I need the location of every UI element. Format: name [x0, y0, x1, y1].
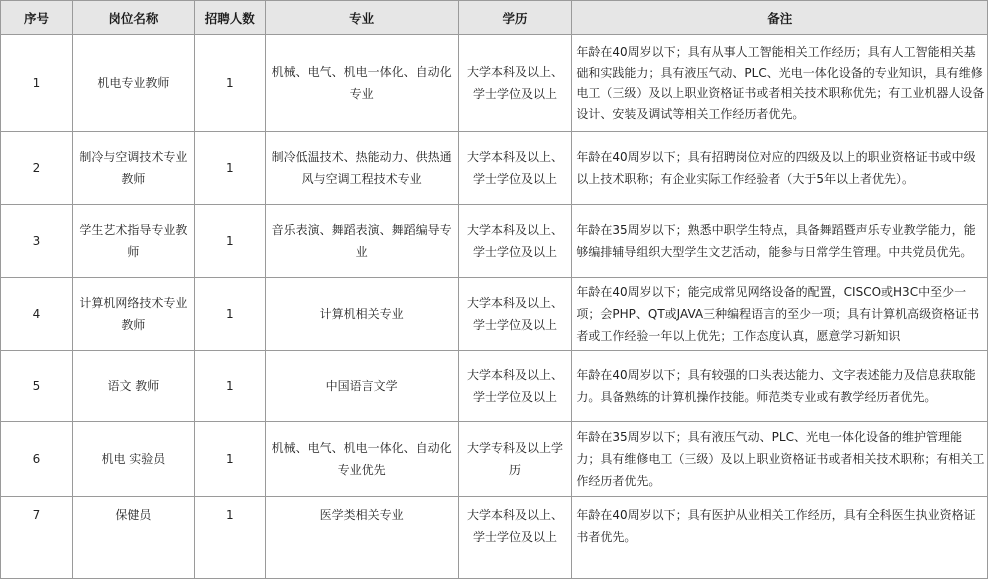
- cell-count: 1: [194, 351, 265, 422]
- header-count: 招聘人数: [194, 1, 265, 35]
- cell-position: 机电专业教师: [72, 35, 194, 132]
- header-position: 岗位名称: [72, 1, 194, 35]
- cell-count: 1: [194, 132, 265, 205]
- cell-note: 年龄在40周岁以下；能完成常见网络设备的配置，CISCO或H3C中至少一项；会PHP、QT或JAVA三种编程语言的至少一项；具有计算机高级资格证书者或工作经验一年以上优先；工作态度认真，愿意学习新知识: [572, 278, 988, 351]
- table-row: [1, 132, 988, 205]
- cell-seq: 2: [1, 132, 73, 205]
- cell-count: 1: [194, 497, 265, 579]
- header-seq: 序号: [1, 1, 73, 35]
- cell-position: 机电 实验员: [72, 422, 194, 497]
- cell-seq: 5: [1, 351, 73, 422]
- cell-education: 大学本科及以上、学士学位及以上: [458, 205, 572, 278]
- table-row: [1, 497, 988, 579]
- header-education: 学历: [458, 1, 572, 35]
- header-major: 专业: [265, 1, 458, 35]
- cell-note: 年龄在35周岁以下；具有液压气动、PLC、光电一体化设备的维护管理能力；具有维修电工（三级）及以上职业资格证书或者相关技术职称；有相关工作经历者优先。: [572, 422, 988, 497]
- cell-major: 计算机相关专业: [265, 278, 458, 351]
- cell-major: 医学类相关专业: [265, 497, 458, 579]
- cell-count: 1: [194, 35, 265, 132]
- cell-note: 年龄在35周岁以下；熟悉中职学生特点，具备舞蹈暨声乐专业教学能力，能够编排辅导组织大型学生文艺活动，能参与日常学生管理。中共党员优先。: [572, 205, 988, 278]
- cell-seq: 1: [1, 35, 73, 132]
- cell-major: 音乐表演、舞蹈表演、舞蹈编导专业: [265, 205, 458, 278]
- cell-count: 1: [194, 422, 265, 497]
- table-row: [1, 35, 988, 132]
- cell-position: 保健员: [72, 497, 194, 579]
- cell-education: 大学本科及以上、学士学位及以上: [458, 497, 572, 579]
- cell-note: 年龄在40周岁以下；具有较强的口头表达能力、文字表述能力及信息获取能力。具备熟练的计算机操作技能。师范类专业或有教学经历者优先。: [572, 351, 988, 422]
- cell-seq: 4: [1, 278, 73, 351]
- cell-education: 大学本科及以上、学士学位及以上: [458, 351, 572, 422]
- cell-major: 机械、电气、机电一体化、自动化专业优先: [265, 422, 458, 497]
- cell-education: 大学本科及以上、学士学位及以上: [458, 132, 572, 205]
- cell-note: 年龄在40周岁以下；具有医护从业相关工作经历，具有全科医生执业资格证书者优先。: [572, 497, 988, 579]
- cell-education: 大学本科及以上、学士学位及以上: [458, 278, 572, 351]
- cell-education: 大学专科及以上学历: [458, 422, 572, 497]
- cell-seq: 7: [1, 497, 73, 579]
- cell-major: 中国语言文学: [265, 351, 458, 422]
- cell-position: 学生艺术指导专业教师: [72, 205, 194, 278]
- cell-major: 机械、电气、机电一体化、自动化专业: [265, 35, 458, 132]
- table-row: [1, 351, 988, 422]
- cell-count: 1: [194, 205, 265, 278]
- cell-position: 语文 教师: [72, 351, 194, 422]
- cell-position: 制冷与空调技术专业教师: [72, 132, 194, 205]
- cell-note: 年龄在40周岁以下；具有从事人工智能相关工作经历；具有人工智能相关基础和实践能力；具有液压气动、PLC、光电一体化设备的专业知识，具有维修电工（三级）及以上职业资格证书或者相关技术职称优先；有工业机器人设备设计、安装及调试等相关工作经历者优先。: [572, 35, 988, 132]
- table-row: [1, 278, 988, 351]
- cell-note: 年龄在40周岁以下；具有招聘岗位对应的四级及以上的职业资格证书或中级以上技术职称；有企业实际工作经验者（大于5年以上者优先）。: [572, 132, 988, 205]
- cell-seq: 6: [1, 422, 73, 497]
- cell-position: 计算机网络技术专业教师: [72, 278, 194, 351]
- header-row: [1, 1, 988, 35]
- cell-count: 1: [194, 278, 265, 351]
- cell-education: 大学本科及以上、学士学位及以上: [458, 35, 572, 132]
- table-row: [1, 205, 988, 278]
- table-row: [1, 422, 988, 497]
- cell-seq: 3: [1, 205, 73, 278]
- header-note: 备注: [572, 1, 988, 35]
- cell-major: 制冷低温技术、热能动力、供热通风与空调工程技术专业: [265, 132, 458, 205]
